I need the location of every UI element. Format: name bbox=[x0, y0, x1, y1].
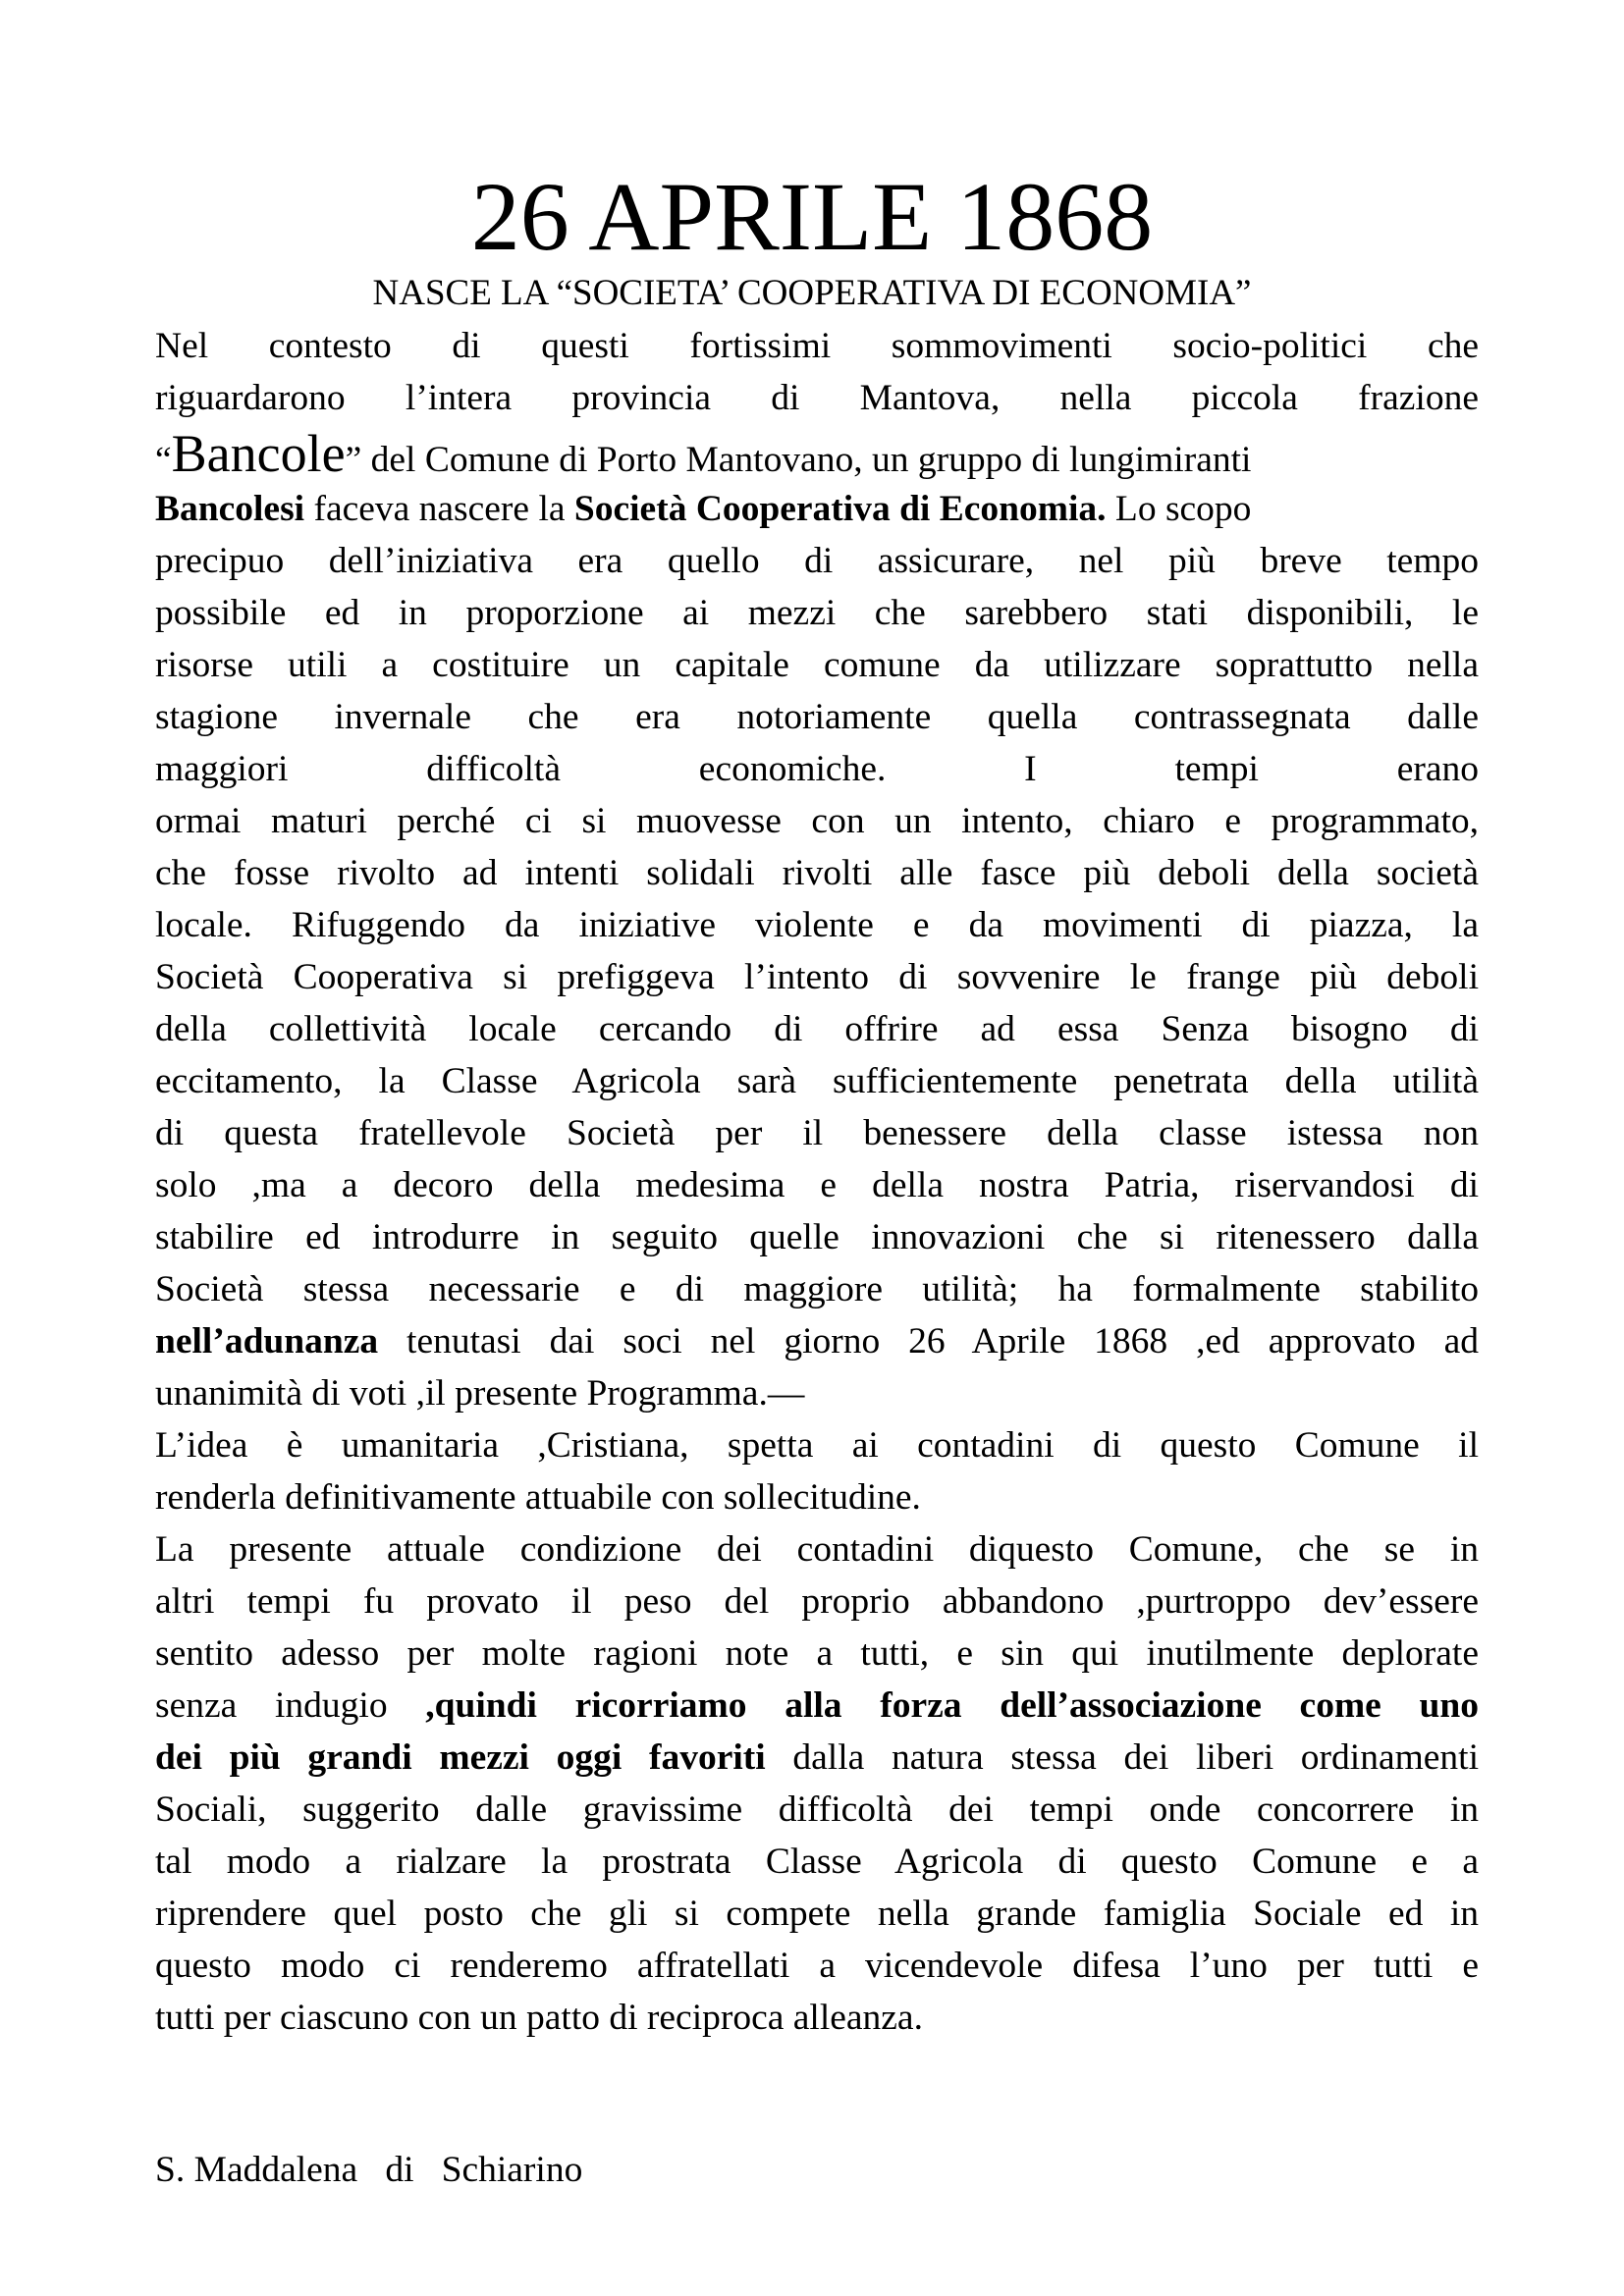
text-line: possibile ed in proporzione ai mezzi che sarebbero stati disponibili, le bbox=[155, 593, 1479, 633]
body-text bbox=[155, 320, 1479, 2044]
text-line: della collettività locale cercando di offrire ad essa Senza bisogno di bbox=[155, 1009, 1479, 1049]
text-line: “Bancole” del Comune di Porto Mantovano, un gruppo di lungimiranti bbox=[155, 424, 1252, 483]
text-line: di questa fratellevole Società per il benessere della classe istessa non bbox=[155, 1113, 1479, 1153]
text-line: dei più grandi mezzi oggi favoriti dalla natura stessa dei liberi ordinamenti bbox=[155, 1737, 1479, 1778]
text-line: Bancolesi faceva nascere la Società Cooperativa di Economia. Lo scopo bbox=[155, 489, 1252, 529]
text-line: precipuo dell’iniziativa era quello di assicurare, nel più breve tempo bbox=[155, 541, 1479, 581]
text-line: renderla definitivamente attuabile con sollecitudine. bbox=[155, 1477, 921, 1518]
text-line: riguardarono l’intera provincia di Mantova, nella piccola frazione bbox=[155, 378, 1479, 418]
text-line: questo modo ci renderemo affratellati a vicendevole difesa l’uno per tutti e bbox=[155, 1946, 1479, 1986]
text-line: risorse utili a costituire un capitale comune da utilizzare soprattutto nella bbox=[155, 645, 1479, 685]
text-line: Società stessa necessarie e di maggiore utilità; ha formalmente stabilito bbox=[155, 1269, 1479, 1309]
text-line: eccitamento, la Classe Agricola sarà sufficientemente penetrata della utilità bbox=[155, 1061, 1479, 1101]
text-line: L’idea è umanitaria ,Cristiana, spetta ai contadini di questo Comune il bbox=[155, 1425, 1479, 1466]
signature-place: S. Maddalena di Schiarino bbox=[155, 2150, 583, 2190]
text-line: tutti per ciascuno con un patto di reciproca alleanza. bbox=[155, 1998, 923, 2038]
text-line: senza indugio ,quindi ricorriamo alla forza dell’associazione come uno bbox=[155, 1685, 1479, 1726]
text-line: La presente attuale condizione dei contadini diquesto Comune, che se in bbox=[155, 1529, 1479, 1570]
text-line: Società Cooperativa si prefiggeva l’intento di sovvenire le frange più deboli bbox=[155, 957, 1479, 997]
text-line: altri tempi fu provato il peso del proprio abbandono ,purtroppo dev’essere bbox=[155, 1581, 1479, 1622]
text-line: Sociali, suggerito dalle gravissime difficoltà dei tempi onde concorrere in bbox=[155, 1789, 1479, 1830]
text-line: nell’adunanza tenutasi dai soci nel giorno 26 Aprile 1868 ,ed approvato ad bbox=[155, 1321, 1479, 1362]
text-line: stagione invernale che era notoriamente quella contrassegnata dalle bbox=[155, 697, 1479, 737]
bancole-word: Bancole bbox=[171, 424, 346, 483]
text-line: riprendere quel posto che gli si compete nella grande famiglia Sociale ed in bbox=[155, 1894, 1479, 1934]
text-line: maggiori difficoltà economiche. I tempi erano bbox=[155, 749, 1479, 789]
text-line: sentito adesso per molte ragioni note a tutti, e sin qui inutilmente deplorate bbox=[155, 1633, 1479, 1674]
text-line: tal modo a rialzare la prostrata Classe Agricola di questo Comune e a bbox=[155, 1842, 1479, 1882]
text-line: locale. Rifuggendo da iniziative violente e da movimenti di piazza, la bbox=[155, 905, 1479, 945]
text-line: unanimità di voti ,il presente Programma.— bbox=[155, 1373, 805, 1414]
text-line: solo ,ma a decoro della medesima e della nostra Patria, riservandosi di bbox=[155, 1165, 1479, 1205]
document-title: 26 APRILE 1868 bbox=[470, 162, 1154, 271]
text-line: stabilire ed introdurre in seguito quelle innovazioni che si ritenessero dalla bbox=[155, 1217, 1479, 1257]
text-line: che fosse rivolto ad intenti solidali rivolti alle fasce più deboli della società bbox=[155, 853, 1479, 893]
text-line: ormai maturi perché ci si muovesse con un intento, chiaro e programmato, bbox=[155, 801, 1479, 841]
document-subtitle: NASCE LA “SOCIETA’ COOPERATIVA DI ECONOMIA” bbox=[372, 273, 1252, 313]
text-line: Nel contesto di questi fortissimi sommovimenti socio-politici che bbox=[155, 326, 1479, 366]
